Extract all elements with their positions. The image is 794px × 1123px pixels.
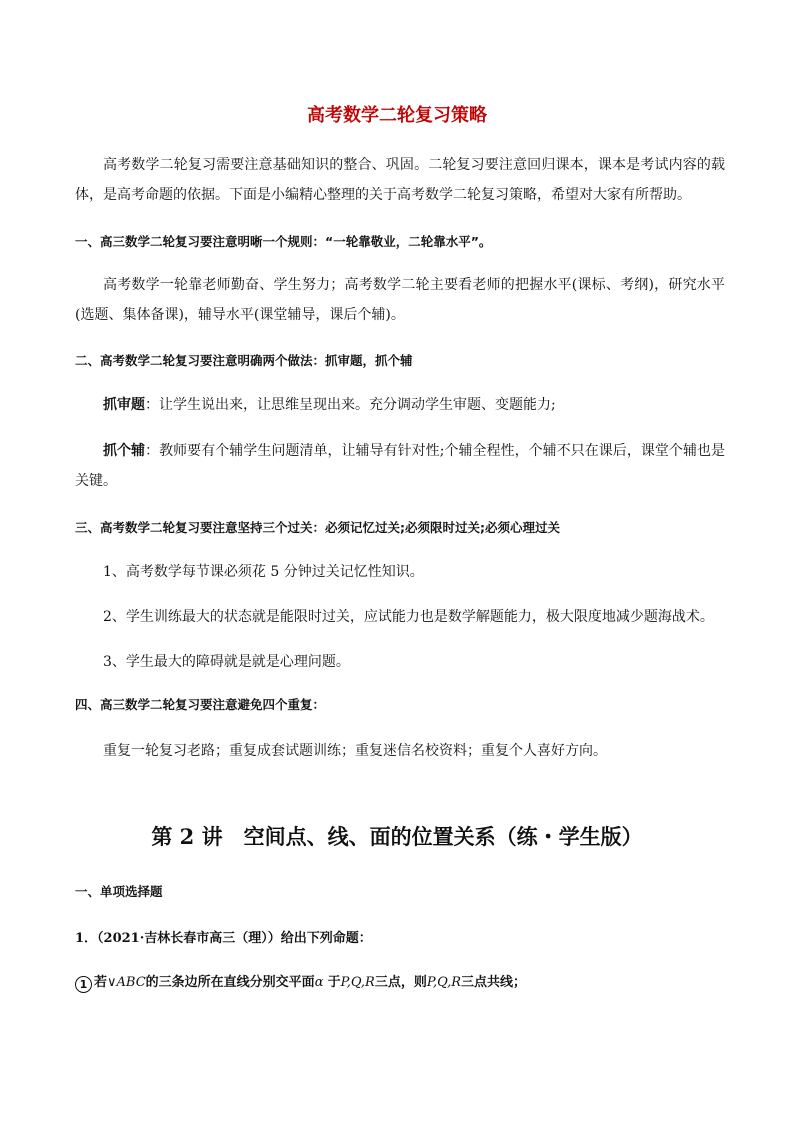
intro-paragraph: 高考数学二轮复习需要注意基础知识的整合、巩固。二轮复习要注意回归课本，课本是考试内容的载体，是高考命题的依据。下面是小编精心整理的关于高考数学二轮复习策略，希望对大家有所帮助。 <box>75 157 725 203</box>
section3-item-2: 2、学生训练最大的状态就是能限时过关，应试能力也是数学解题能力，极大限度地减少题海战术。 <box>103 609 714 625</box>
section2-item1-text: ：让学生说出来，让思维呈现出来。充分调动学生审题、变题能力; <box>145 397 556 413</box>
part-heading: 一、单项选择题 <box>75 884 163 899</box>
section1-heading: 一、高三数学二轮复习要注意明晰一个规则：“一轮靠敬业，二轮靠水平”。 <box>75 234 492 249</box>
section3-item-1: 1、高考数学每节课必须花 5 分钟过关记忆性知识。 <box>103 564 424 580</box>
section3-heading: 三、高考数学二轮复习要注意坚持三个过关：必须记忆过关;必须限时过关;必须心理过关 <box>75 520 560 535</box>
section2-item1-label: 抓审题 <box>103 397 145 413</box>
plane-alpha: α <box>314 975 324 990</box>
section2-item2-label: 抓个辅 <box>103 443 146 459</box>
item1-text-a: 若 <box>94 975 108 990</box>
lecture-title: 第 2 讲 空间点、线、面的位置关系（练・学生版） <box>151 824 643 849</box>
points-pqr-2: P,Q,R <box>426 975 462 990</box>
item1-text-b: 的三条边所在直线分别交平面 <box>145 975 315 990</box>
question-1-text: 给出下列命题： <box>280 931 372 946</box>
section2-item2 <box>75 436 725 496</box>
page-title: 高考数学二轮复习策略 <box>307 105 487 126</box>
item1-text-c: 于 <box>327 975 341 990</box>
item1-text-e: 三点共线； <box>461 975 527 990</box>
circled-number-icon: 1 <box>75 976 92 993</box>
triangle-abc: ∨ABC <box>107 975 146 990</box>
section3-item-3: 3、学生最大的障碍就是就是心理问题。 <box>103 654 350 670</box>
section2-item1 <box>75 390 725 420</box>
section4-body: 重复一轮复习老路；重复成套试题训练；重复迷信名校资料；重复个人喜好方向。 <box>103 743 607 759</box>
points-pqr: P,Q,R <box>340 975 375 990</box>
section2-item2-text: ：教师要有个辅学生问题清单，让辅导有针对性;个辅全程性，个辅不只在课后，课堂个辅也是关键。 <box>75 443 726 489</box>
question-1-source: 1．（2021·吉林长春市高三（理）） <box>75 931 281 946</box>
section2-heading: 二、高考数学二轮复习要注意明确两个做法：抓审题，抓个辅 <box>75 353 413 368</box>
section1-body: 高考数学一轮靠老师勤奋、学生努力；高考数学二轮主要看老师的把握水平(课标、考纲)，研究水平(选题、集体备课)，辅导水平(课堂辅导，课后个辅)。 <box>75 277 725 323</box>
item1-text-d: 三点，则 <box>374 975 427 990</box>
section4-heading: 四、高三数学二轮复习要注意避免四个重复： <box>75 697 326 712</box>
question-1-header <box>75 928 755 950</box>
question-1-item-1 <box>75 972 755 994</box>
